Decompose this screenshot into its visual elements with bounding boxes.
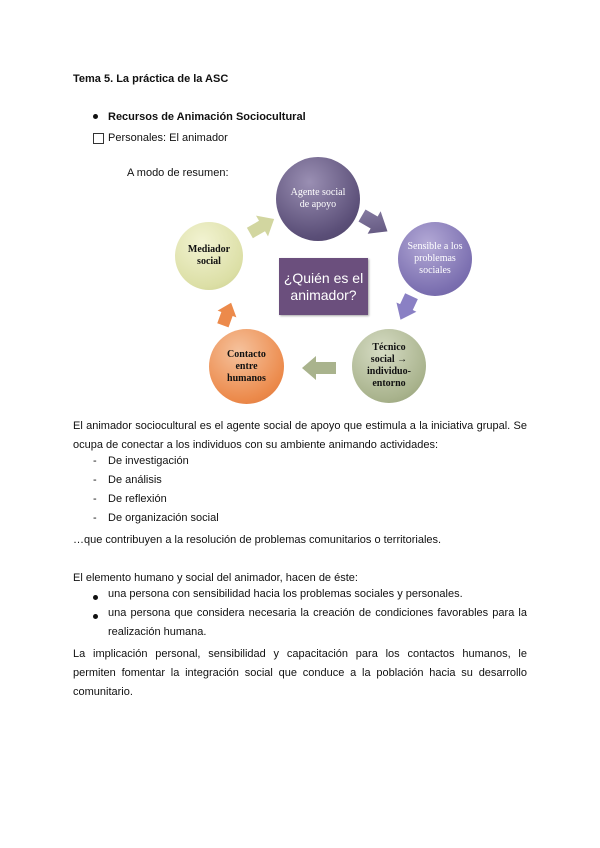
final-line-1: La implicación personal, sensibilidad y capacitación para los contactos humanos, le bbox=[73, 648, 527, 660]
arrow-up-icon bbox=[216, 300, 238, 328]
node-contacto-label: Contacto entre humanos bbox=[227, 348, 266, 384]
node-agente bbox=[276, 157, 360, 241]
node-sensible-label: Sensible a los problemas sociales bbox=[407, 241, 463, 276]
arrow-right-down-icon bbox=[358, 208, 392, 238]
intro-line-1: El animador sociocultural es el agente social de apoyo que estimula a la iniciativa grupal. Se bbox=[73, 420, 527, 432]
arrow-left-icon bbox=[300, 355, 338, 381]
list-item: una persona con sensibilidad hacia los problemas sociales y personales. bbox=[108, 588, 463, 600]
bullet-icon bbox=[93, 595, 98, 600]
list-dash: - bbox=[93, 455, 97, 467]
summary-label: A modo de resumen: bbox=[127, 167, 229, 179]
list-dash: - bbox=[93, 493, 97, 505]
node-sensible bbox=[398, 222, 472, 296]
arrow-up-right-icon bbox=[246, 212, 278, 240]
arrow-down-left-icon bbox=[394, 293, 418, 323]
node-contacto bbox=[209, 329, 284, 404]
document-title: Tema 5. La práctica de la ASC bbox=[73, 73, 229, 85]
list-item-continuation: realización humana. bbox=[108, 626, 207, 638]
node-mediador-label: Mediador social bbox=[187, 244, 231, 267]
final-line-2: permiten fomentar la integración social que conduce a la población hacia su desarrollo bbox=[73, 667, 527, 679]
list-dash: - bbox=[93, 512, 97, 524]
section-subheading: Personales: El animador bbox=[108, 132, 228, 144]
section-heading: Recursos de Animación Sociocultural bbox=[108, 111, 306, 123]
list-item: De investigación bbox=[108, 455, 189, 467]
bullet-icon bbox=[93, 614, 98, 619]
checkbox-icon bbox=[93, 133, 104, 144]
list-item: De análisis bbox=[108, 474, 162, 486]
center-question bbox=[279, 258, 368, 315]
center-question-label: ¿Quién es el animador? bbox=[283, 269, 364, 303]
intro-line-2: ocupa de conectar a los individuos con su ambiente animando actividades: bbox=[73, 439, 439, 451]
node-agente-label: Agente social de apoyo bbox=[290, 187, 346, 210]
bullet-icon bbox=[93, 114, 98, 119]
node-mediador bbox=[175, 222, 243, 290]
list-item: una persona que considera necesaria la creación de condiciones favorables para la bbox=[108, 607, 527, 619]
list-item: De organización social bbox=[108, 512, 219, 524]
list-dash: - bbox=[93, 474, 97, 486]
element-intro: El elemento humano y social del animador, hacen de éste: bbox=[73, 572, 358, 584]
node-tecnico bbox=[352, 329, 426, 403]
final-line-3: comunitario. bbox=[73, 686, 133, 698]
node-tecnico-label: Técnico social → individuo-entorno bbox=[367, 342, 411, 389]
conclusion-line: …que contribuyen a la resolución de problemas comunitarios o territoriales. bbox=[73, 534, 442, 546]
list-item: De reflexión bbox=[108, 493, 167, 505]
